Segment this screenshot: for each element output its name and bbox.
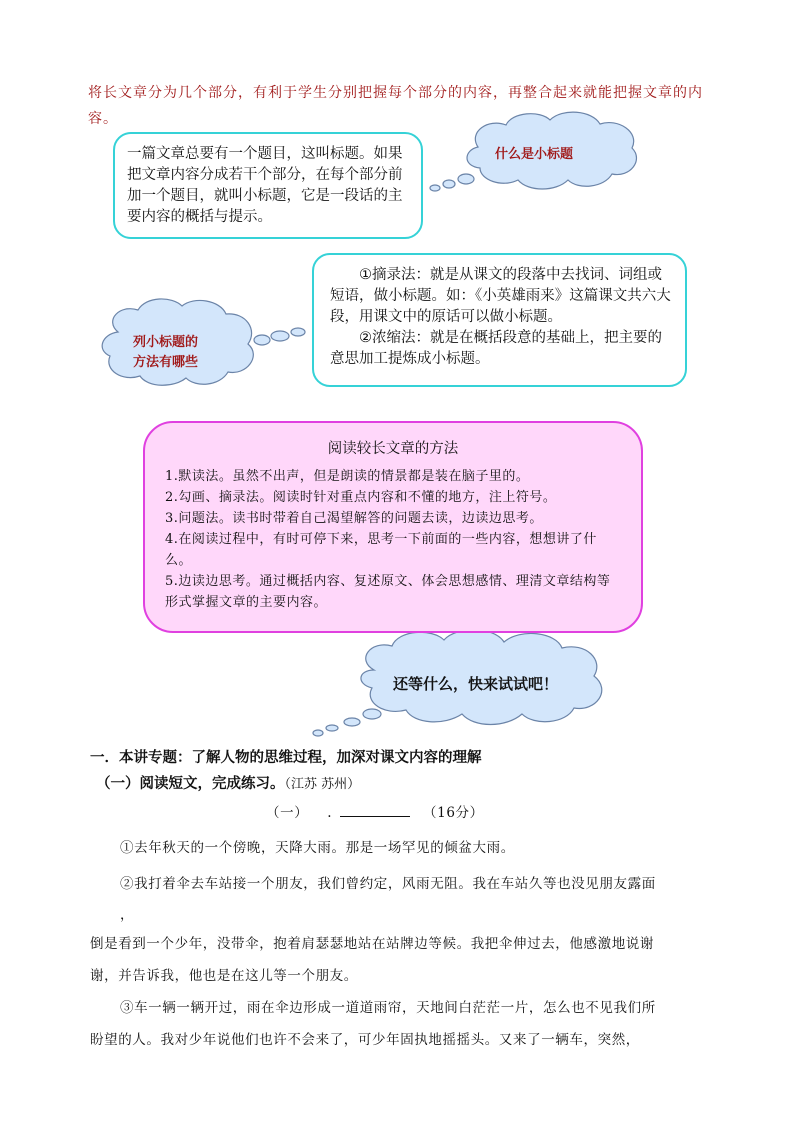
paragraph-2-line2: 倒是看到一个少年，没带伞，抱着肩瑟瑟地站在站牌边等候。我把伞伸过去，他感激地说谢 [90,936,654,952]
paragraph-2-line3: 谢，并告诉我，他也是在这儿等一个朋友。 [90,968,358,984]
reading-method-item: 1.默读法。虽然不出声，但是朗读的情景都是装在脑子里的。 [165,469,530,484]
paragraph-2-comma: ， [120,907,135,923]
paragraph-3-line2: 盼望的人。我对少年说他们也许不会来了，可少年固执地摇摇头。又来了一辆车，突然， [90,1032,640,1048]
reading-method-item: 5.边读边思考。通过概括内容、复述原文、体会思想感情、理清文章结构等形式掌握文章的主要内容。 [165,574,611,610]
passage-score: （16分） [423,805,484,821]
reading-method-item: 2.勾画、摘录法。阅读时针对重点内容和不懂的地方，注上符号。 [165,490,557,505]
reading-method-item: 4.在阅读过程中，有时可停下来，思考一下前面的一些内容，想想讲了什么。 [165,532,597,568]
method-condense: ②浓缩法：就是在概括段意的基础上，把主要的意思加工提炼成小标题。 [330,330,662,367]
passage-title-line [266,801,484,821]
intro-text: 将长文章分为几个部分，有利于学生分别把握每个部分的内容，再整合起来就能把握文章的内容。 [88,85,703,127]
reading-methods-box [143,421,643,633]
subtitle-methods-box [312,253,687,387]
exercise-title [96,772,360,793]
title-dot: . [327,805,333,821]
cloud-label-line1: 列小标题的 [133,335,199,350]
section-title: 一．本讲专题：了解人物的思维过程，加深对课文内容的理解 [90,750,482,766]
paragraph-3-line1: ③车一辆一辆开过，雨在伞边形成一道道雨帘，天地间白茫茫一片，怎么也不见我们所 [120,1000,656,1016]
exercise-heading: （一）阅读短文，完成练习。 [96,776,285,792]
cloud-label-line2: 方法有哪些 [133,355,199,370]
reading-method-item: 3.问题法。读书时带着自己渴望解答的问题去读，边读边思考。 [165,511,543,526]
method-excerpt: ①摘录法：就是从课文的段落中去找词、词组或短语，做小标题。如：《小英雄雨来》这篇课文共六大段，用课文中的原话可以做小标题。 [330,267,671,325]
cloud-label-what-is: 什么是小标题 [495,147,574,162]
reading-methods-title: 阅读较长文章的方法 [327,441,459,457]
passage-number: （一） [266,805,309,821]
paragraph-1: ①去年秋天的一个傍晚，天降大雨。那是一场罕见的倾盆大雨。 [120,840,515,856]
subtitle-definition-box: 一篇文章总要有一个题目，这叫标题。如果把文章内容分成若干个部分，在每个部分前加一个题目，就叫小标题，它是一段话的主要内容的概括与提示。 [113,132,423,239]
cloud-label-try: 还等什么，快来试试吧！ [393,675,559,693]
title-blank[interactable] [340,804,410,817]
cloud-label-methods [133,333,198,373]
exercise-source: （江苏 苏州） [284,777,361,792]
paragraph-2-line1: ②我打着伞去车站接一个朋友，我们曾约定，风雨无阻。我在车站久等也没见朋友露面 [120,876,656,892]
